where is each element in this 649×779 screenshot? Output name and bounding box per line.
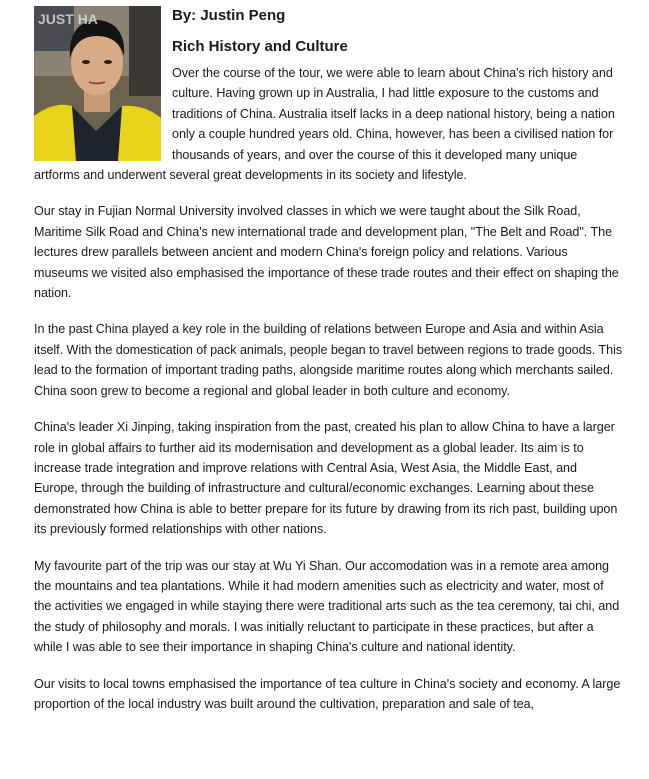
photo-overlay-text: JUST HA [38,11,98,27]
paragraph: Over the course of the tour, we were able to learn about China's rich history and culture. Having grown up in Australia, I had little exposure to the customs and traditions of China. Australia itself lacks in a deep national history, being a nation only a couple hundred years old. China, however, has been a civilised nation for thousands of years, and over the course of this it developed many unique artforms and underwent several great developments in its society and lifestyle. [34,66,615,183]
paragraph: China's leader Xi Jinping, taking inspiration from the past, created his plan to allow China to have a larger role in global affairs to further aid its modernisation and development as a global leader. Its aim is to increase trade integration and improve relations with Central Asia, West Asia, the Middle East, and Europe, through the building of infrastructure and cultural/economic exchanges. Learning about these demonstrated how China is able to better prepare for its future by drawing from its rich past, building upon its previously formed relationships with other nations. [34,420,618,537]
paragraph: Our stay in Fujian Normal University involved classes in which we were taught about the Silk Road, Maritime Silk Road and China's new international trade and development plan, "The Belt and Road". The lectures drew parallels between ancient and modern China's foreign policy and relations. Various museums we visited also emphasised the importance of these trade routes and their effect on shaping the nation. [34,204,619,301]
paragraph: My favourite part of the trip was our stay at Wu Yi Shan. Our accomodation was in a remote area among the mountains and tea plantations. While it had modern amenities such as electricity and water, most of the activities we engaged in while staying there were traditional arts such as the tea ceremony, tai chi, and the study of philosophy and morals. I was initially reluctant to participate in these practices, but after a while I was able to see their importance in shaping China's culture and national identity. [34,558,620,655]
article [34,0,623,730]
portrait-photo-icon [34,6,161,161]
paragraph: In the past China played a key role in the building of relations between Europe and Asia and within Asia itself. With the domestication of pack animals, people began to travel between regions to trade goods. This lead to the formation of important trading paths, alongside maritime routes along which merchants sailed. China soon grew to become a regional and global leader in both culture and economy. [34,322,623,398]
section-heading: Rich History and Culture [172,38,348,55]
author-byline: By: Justin Peng [172,7,286,24]
paragraph: Our visits to local towns emphasised the importance of tea culture in China's society and economy. A large proportion of the local industry was built around the cultivation, preparation and sale of tea, [34,676,621,711]
author-portrait-photo [34,6,161,161]
